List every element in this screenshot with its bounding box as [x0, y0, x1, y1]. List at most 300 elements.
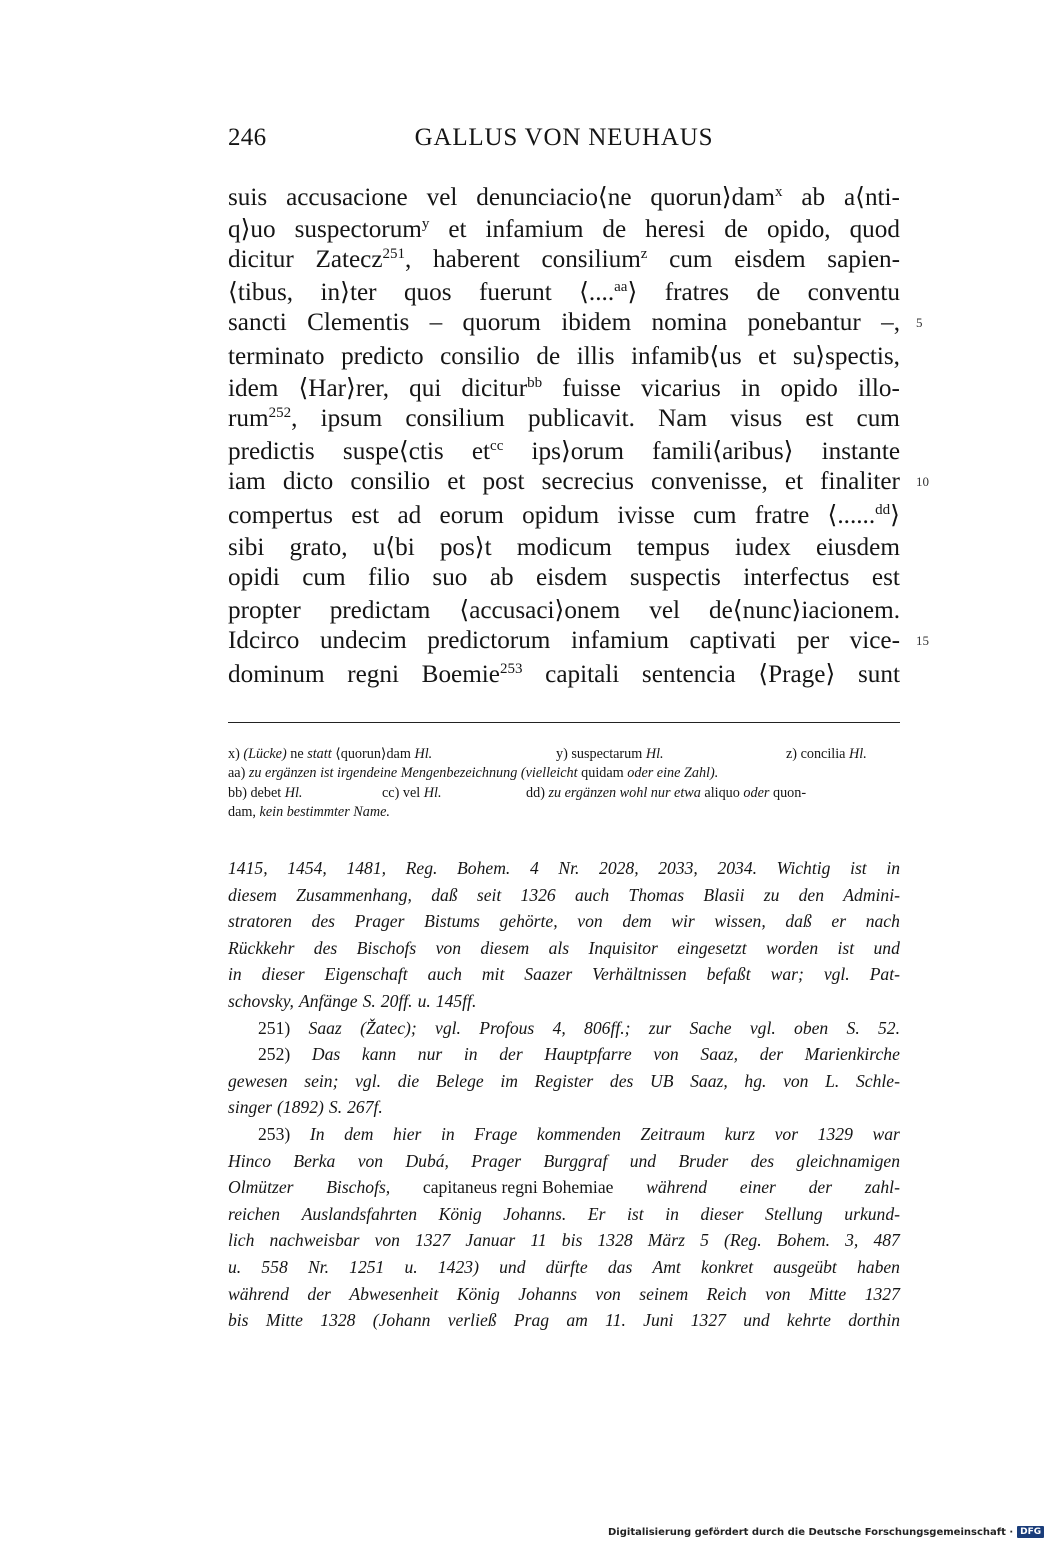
word: in: [740, 374, 761, 402]
word: Saaz,: [700, 1044, 739, 1065]
word: ⟨tibus,: [228, 279, 294, 307]
word: dicitur$^{bb}$: [461, 374, 543, 402]
word: In: [309, 1123, 325, 1144]
word: Sache: [689, 1017, 732, 1038]
word: de: [602, 215, 627, 243]
commentary-line: [228, 1230, 900, 1257]
credit-text: Digitalisierung gefördert durch die Deutsche Forschungsgemeinschaft ·: [608, 1526, 1014, 1538]
word: propter: [228, 597, 301, 625]
word: S.: [846, 1017, 860, 1038]
word: ⟨accusaci⟩onem: [459, 597, 621, 625]
word: Inquisitor: [588, 937, 658, 958]
word: Idcirco: [228, 627, 300, 655]
word: Rückkehr: [228, 937, 295, 958]
word: consilium$^z$: [541, 245, 648, 273]
dfg-logo: DFG: [1017, 1526, 1044, 1538]
word: daß: [431, 884, 458, 905]
word: Profous: [479, 1017, 535, 1038]
word: predicto: [341, 342, 424, 370]
word: q⟩uo: [228, 215, 276, 243]
word: tempus: [637, 533, 710, 561]
text-line: [228, 341, 900, 373]
word: Olmützer: [228, 1177, 294, 1198]
word: Mitte: [809, 1283, 847, 1304]
word: 1327: [690, 1310, 726, 1331]
word: opidum: [522, 501, 600, 529]
text-line: [228, 627, 929, 659]
word: Verhältnissen: [592, 964, 687, 985]
word: dürfte: [545, 1256, 588, 1277]
word: per: [796, 627, 830, 655]
word: vgl.: [823, 964, 850, 985]
apparatus-note-y: y) suspectarum Hl.: [556, 746, 664, 762]
word: Stellung: [765, 1203, 823, 1224]
word: Prager: [354, 911, 405, 932]
word: Wichtig: [776, 858, 831, 878]
word: 1327: [864, 1283, 900, 1304]
word: von: [374, 1230, 400, 1251]
word: 1329: [817, 1123, 853, 1144]
word: Reg.: [405, 858, 438, 878]
apparatus-note-x: x) (Lücke) ne statt ⟨quorun⟩dam Hl.: [228, 746, 433, 762]
word: Hauptpfarre: [544, 1044, 632, 1065]
commentary-line: [228, 1151, 900, 1178]
word: kehrte: [786, 1310, 831, 1331]
word: Boemie$^{253}$: [421, 660, 523, 688]
word: et: [447, 468, 466, 496]
word: der: [499, 1044, 523, 1065]
word: cum: [693, 501, 737, 529]
word: 52.: [878, 1017, 900, 1038]
word: nachweisbar: [269, 1230, 360, 1251]
word: predictorum: [427, 627, 551, 655]
word: 1326: [520, 884, 556, 905]
apparatus-line: [228, 804, 900, 823]
word: dieser: [261, 964, 305, 985]
word: Belege: [435, 1070, 484, 1091]
word: war;: [770, 964, 804, 985]
word: vel: [649, 597, 681, 625]
word: vice-: [849, 627, 900, 655]
word: von: [435, 937, 461, 958]
word: Bistums: [424, 911, 480, 932]
word: verließ: [447, 1310, 497, 1331]
text-line: [228, 468, 929, 500]
word: qui: [409, 374, 442, 402]
word: Eigenschaft: [324, 964, 408, 985]
word: nur: [417, 1044, 443, 1065]
word: diesem: [480, 937, 530, 958]
word: als: [548, 937, 570, 958]
word: und: [629, 1150, 657, 1171]
word: de: [536, 342, 561, 370]
word: regni: [347, 660, 399, 688]
word: 267f.: [347, 1097, 383, 1118]
word: rum$^{252}$,: [228, 404, 298, 432]
word: vor: [774, 1123, 799, 1144]
word: auch: [574, 884, 610, 905]
word: ponebantur: [747, 309, 861, 337]
word: $et^{cc}$: [471, 438, 504, 466]
text-line: [228, 246, 900, 278]
word: 4: [529, 858, 539, 878]
word: Prag: [513, 1310, 550, 1331]
word: heresi: [645, 215, 706, 243]
word: Juni: [643, 1310, 674, 1331]
word: Zatecz$^{251}$,: [315, 245, 412, 273]
word: Clementis: [307, 309, 410, 337]
word: kurz: [724, 1123, 755, 1144]
word: u.: [228, 1256, 242, 1277]
word: zahl-: [864, 1177, 900, 1198]
word: von: [783, 1070, 809, 1091]
word: suspectorum$^y$: [294, 215, 430, 243]
word: ⟨Prage⟩: [758, 660, 836, 688]
word: des: [311, 911, 335, 932]
word: Marienkirche: [804, 1044, 900, 1065]
word: dem: [344, 1123, 374, 1144]
word: von: [357, 1150, 384, 1171]
apparatus-note-dd: dd) zu ergänzen wohl nur etwa aliquo oder quon-: [526, 784, 807, 801]
word: convenisse,: [650, 468, 768, 496]
word: lich: [228, 1230, 255, 1251]
word: Blasii: [703, 884, 745, 905]
word: worden: [766, 937, 819, 958]
text-line: [228, 182, 900, 214]
text-line: [228, 373, 900, 405]
word: suspectis: [629, 563, 721, 591]
word: des: [313, 937, 338, 958]
word: cum: [669, 245, 713, 273]
apparatus-line: [228, 746, 900, 765]
commentary-line: [228, 1124, 900, 1151]
word: et: [448, 215, 467, 243]
word: Er: [587, 1203, 606, 1224]
word: UB: [650, 1070, 674, 1091]
word: fratre: [754, 501, 810, 529]
word: vgl.: [355, 1070, 382, 1091]
apparatus-note-dd-cont: dam, kein bestimmter Name.: [228, 804, 390, 821]
word: ibidem: [561, 309, 632, 337]
word: des: [609, 1070, 634, 1091]
word: visus: [730, 404, 783, 432]
apparatus-line: [228, 785, 900, 804]
word: instante: [821, 438, 900, 466]
text-line: [228, 309, 923, 341]
word: 2034.: [717, 858, 758, 878]
word: Reich: [706, 1283, 747, 1304]
commentary-line: [228, 885, 900, 912]
word: Amt: [652, 1256, 681, 1277]
word: in: [228, 964, 242, 985]
word: sentencia: [641, 660, 736, 688]
word: infamium: [485, 215, 584, 243]
word: iam: [228, 468, 266, 496]
word: in⟩ter: [320, 279, 377, 307]
text-line: [228, 564, 900, 596]
word: Frage: [474, 1123, 518, 1144]
word: von: [577, 911, 603, 932]
running-title: GALLUS VON NEUHAUS: [414, 124, 714, 151]
word: ⟨....$^{aa}$⟩: [579, 279, 638, 307]
word: est: [351, 501, 380, 529]
word: quos: [403, 279, 452, 307]
word: singer: [228, 1097, 272, 1118]
word: haberent: [433, 245, 520, 273]
word: 20ff.: [380, 990, 413, 1011]
word: ist: [627, 1203, 644, 1224]
word: Bruder: [678, 1150, 729, 1171]
word: ab: [489, 563, 514, 591]
page-number: 246: [228, 124, 267, 151]
word: und: [873, 937, 900, 958]
word: in: [463, 1044, 478, 1065]
footnote-number: 251): [258, 1017, 291, 1038]
word: (1892): [276, 1097, 324, 1118]
commentary-line: [228, 938, 900, 965]
word: diesem: [228, 884, 277, 905]
word: infamib⟨us: [631, 342, 742, 370]
word: Nam: [658, 404, 708, 432]
word: von: [653, 1044, 679, 1065]
word: pos⟩t: [439, 533, 492, 561]
word: gewesen: [228, 1070, 288, 1091]
word: est: [805, 404, 834, 432]
word: 1454,: [287, 858, 327, 878]
word: 5: [700, 1230, 709, 1251]
word: reichen: [228, 1203, 281, 1224]
text-line: [228, 595, 900, 627]
word: der: [808, 1177, 833, 1198]
word: mit: [481, 964, 505, 985]
word: de⟨nunc⟩iacionem.: [709, 597, 900, 625]
commentary-footnotes: [228, 858, 900, 1337]
word: opido,: [766, 215, 831, 243]
word: 2033,: [658, 858, 698, 878]
word: am: [566, 1310, 588, 1331]
word: wissen,: [714, 911, 766, 932]
word: eisdem: [536, 563, 608, 591]
text-line: [228, 405, 900, 437]
word: interfectus: [743, 563, 850, 591]
word: Das: [311, 1044, 341, 1065]
word: Bohem.: [457, 858, 511, 878]
word: suo: [432, 563, 468, 591]
word: wir: [671, 911, 695, 932]
word: opido: [780, 374, 838, 402]
commentary-line: [228, 1284, 900, 1311]
commentary-line: [228, 1204, 900, 1231]
word: eiusdem: [815, 533, 900, 561]
word: urkund-: [844, 1203, 900, 1224]
word: den: [798, 884, 825, 905]
word: dem: [622, 911, 652, 932]
word: dieser: [700, 1203, 744, 1224]
word: accusacione: [286, 184, 408, 211]
word: ⟨......$^{dd}$⟩: [827, 501, 900, 529]
word: der: [759, 1044, 784, 1065]
word: befaßt: [706, 964, 751, 985]
word: hier: [393, 1123, 422, 1144]
word: u.: [404, 1256, 418, 1277]
commentary-line: [228, 1071, 900, 1098]
word: opidi: [228, 563, 280, 591]
word: gleichnamigen: [796, 1150, 900, 1171]
word: 806ff.;: [584, 1017, 631, 1038]
word: ipsum: [320, 404, 383, 432]
commentary-line: [228, 1310, 900, 1337]
word: undecim: [319, 627, 407, 655]
word: nomina: [651, 309, 728, 337]
word: consilio: [350, 468, 431, 496]
word: de: [756, 279, 781, 307]
word: oben: [794, 1017, 829, 1038]
word: bis: [561, 1230, 583, 1251]
word: (Reg.: [723, 1230, 762, 1251]
word: finaliter: [820, 468, 900, 496]
word: seit: [476, 884, 502, 905]
word: das: [607, 1256, 633, 1277]
word: modicum: [516, 533, 612, 561]
latin-main-text: [228, 182, 929, 691]
word: konkret: [701, 1256, 754, 1277]
word: famili⟨aribus⟩: [652, 438, 794, 466]
footnote-number: 253): [258, 1123, 291, 1144]
word: gehörte,: [499, 911, 558, 932]
word: sancti: [228, 309, 287, 337]
word: 1328: [597, 1230, 633, 1251]
word: März: [647, 1230, 685, 1251]
word: 1481,: [346, 858, 387, 878]
word: Admini-: [843, 884, 900, 905]
word: de: [724, 215, 748, 243]
word: 2028,: [599, 858, 639, 878]
word: et: [784, 468, 804, 496]
word: capitali: [545, 660, 620, 688]
line-number: 15: [916, 633, 929, 649]
word: Thomas: [628, 884, 685, 905]
word: im: [500, 1070, 518, 1091]
commentary-line: [228, 1044, 900, 1071]
word: quod: [849, 215, 900, 243]
word: ips⟩orum: [531, 438, 624, 466]
word: Pat-: [869, 964, 900, 985]
text-line: [228, 500, 900, 532]
word: Bischofs,: [326, 1177, 391, 1198]
word: u⟨bi: [372, 533, 415, 561]
word: predictam: [329, 597, 431, 625]
word: fuerunt: [478, 279, 552, 307]
word: eingesetzt: [677, 937, 747, 958]
word: Dubá,: [405, 1150, 449, 1171]
word: captivati: [689, 627, 777, 655]
word: hg.: [744, 1070, 767, 1091]
word: sunt: [857, 660, 900, 688]
word: ab: [801, 184, 826, 211]
word: er: [831, 911, 847, 932]
word: iudex: [734, 533, 791, 561]
running-head: [228, 120, 900, 154]
word: post: [482, 468, 525, 496]
word: Mitte: [265, 1310, 303, 1331]
word: sein;: [304, 1070, 339, 1091]
word: su⟩spectis,: [792, 342, 900, 370]
word: ad: [397, 501, 422, 529]
word: nach: [865, 911, 900, 932]
word: in: [665, 1203, 679, 1224]
word: cum: [302, 563, 346, 591]
word: 145ff.: [435, 990, 477, 1011]
word: 1415,: [228, 858, 268, 878]
word: die: [397, 1070, 420, 1091]
word: des: [750, 1150, 775, 1171]
word: 3,: [845, 1230, 859, 1251]
word: dicitur: [228, 245, 294, 273]
word: von: [765, 1283, 791, 1304]
word: ist: [850, 858, 867, 878]
text-line: [228, 214, 900, 246]
word: zur: [648, 1017, 672, 1038]
apparatus-line: [228, 765, 900, 784]
word: quorun⟩dam$^x$: [650, 184, 783, 211]
word: Johanns: [518, 1283, 577, 1304]
word: Berka: [293, 1150, 336, 1171]
word: kommenden: [536, 1123, 621, 1144]
word: der: [307, 1283, 331, 1304]
commentary-line: [228, 1018, 900, 1045]
word: 1328: [320, 1310, 356, 1331]
word: Saaz: [308, 1017, 342, 1038]
word: Anfänge: [298, 990, 358, 1011]
word: ivisse: [617, 501, 675, 529]
word: 1423): [437, 1256, 479, 1277]
text-line: [228, 532, 900, 564]
word: Schle-: [855, 1070, 900, 1091]
text-line: [228, 659, 900, 691]
word: kann: [361, 1044, 397, 1065]
apparatus-note-bb: bb) debet Hl.: [228, 784, 303, 801]
word: grato,: [289, 533, 348, 561]
word: Saaz,: [690, 1070, 728, 1091]
word: von: [595, 1283, 621, 1304]
word: daß: [785, 911, 812, 932]
word: fuisse: [562, 374, 621, 402]
word: vgl.: [435, 1017, 461, 1038]
word: bis: [228, 1310, 249, 1331]
word: est: [871, 563, 900, 591]
word: ⟨Har⟩rer,: [298, 374, 390, 402]
word: 1251: [349, 1256, 385, 1277]
word: Register: [534, 1070, 594, 1091]
word: König: [456, 1283, 500, 1304]
word: ist: [837, 937, 855, 958]
word: Abwesenheit: [349, 1283, 439, 1304]
word: dorthin: [848, 1310, 900, 1331]
commentary-line: [228, 1177, 900, 1204]
word: Bischofs: [356, 937, 417, 958]
word: –: [429, 309, 443, 337]
word: Prager: [471, 1150, 522, 1171]
word: Saazer: [524, 964, 573, 985]
word: vgl.: [749, 1017, 776, 1038]
word: predictis: [228, 438, 315, 466]
apparatus-note-z: z) concilia Hl.: [786, 746, 867, 762]
upright-text: capitaneus regni Bohemiae: [422, 1177, 614, 1198]
word: Johanns.: [503, 1203, 567, 1224]
word: König: [438, 1203, 482, 1224]
word: a⟨nti-: [843, 184, 900, 211]
word: denunciacio⟨ne: [476, 184, 632, 211]
